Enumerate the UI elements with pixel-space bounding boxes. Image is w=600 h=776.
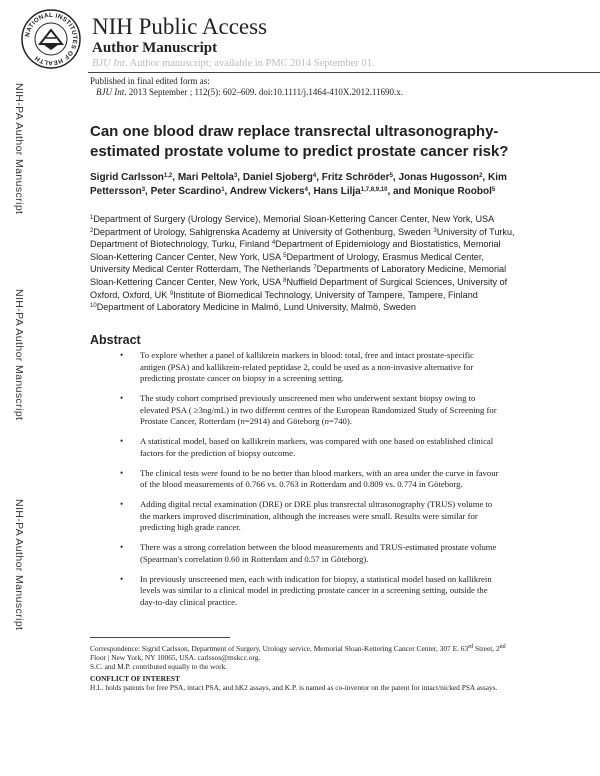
affiliation: [90, 302, 416, 312]
nih-public-access-title: NIH Public Access: [92, 14, 268, 39]
affiliation: [90, 227, 431, 237]
author-manuscript-label: Author Manuscript: [92, 40, 218, 56]
eagle-icon: [40, 30, 62, 50]
correspondence: [90, 644, 510, 662]
author-affiliation-sup: 5: [389, 173, 393, 179]
correspondence-text: Street, 2: [473, 644, 500, 653]
author-affiliation-sup: 4: [304, 187, 308, 193]
nih-logo: [20, 8, 82, 70]
footnote-divider: [90, 637, 230, 638]
author-name: Peter Scardino: [150, 186, 222, 197]
journal-availability-text: . Author manuscript; available in PMC 2014 September 01.: [124, 58, 375, 69]
author: [398, 172, 482, 183]
abstract-bullets: [90, 350, 500, 617]
author: [90, 172, 172, 183]
affiliation-sup: 9: [169, 290, 174, 297]
author-affiliation-sup: 1: [221, 187, 225, 193]
abstract-bullet: • The study cohort comprised previously unscreened men who underwent sextant biopsy owing to elevated PSA ( ≥3ng/mL) in two different centres of the European Randomized Study of Screening for Prostate Cancer, Rotterdam (n=2914) and Göteborg (n=740).: [90, 393, 500, 428]
correspondence-sup: rd: [468, 644, 474, 650]
conflict-of-interest-text: H.L. holds patents for free PSA, intact PSA, and hK2 assays, and K.P. is named as co-inventor on the patent for intact/nicked PSA assays.: [90, 682, 498, 692]
author-affiliation-sup: 3: [141, 187, 146, 193]
author-name: Sigrid Carlsson: [90, 172, 164, 183]
author: [151, 186, 225, 197]
affiliation-text: Institute of Biomedical Technology, University of Tampere, Tampere, Finland: [173, 289, 478, 300]
affiliation-sup: 1: [90, 215, 94, 221]
header-divider: [88, 72, 600, 73]
author-affiliation-sup: 4: [312, 173, 317, 179]
journal-name: BJU Int: [92, 58, 125, 69]
correspondence-sup: nd: [499, 644, 506, 650]
author-name: Fritz Schröder: [321, 172, 390, 183]
affiliation: [90, 214, 494, 224]
affiliation-sup: 3: [433, 227, 437, 234]
affiliation-text: Departments of Laboratory Medicine, Memorial Sloan-Kettering Cancer Center, New York, USA: [90, 264, 507, 287]
author-name: Monique Roobol: [413, 186, 492, 197]
affiliation-sup: 7: [313, 265, 317, 272]
abstract-bullet: • There was a strong correlation between the blood measurements and TRUS-estimated prostate volume (Spearman's correlation 0.60 in Rotterdam and 0.57 in Göteborg).: [90, 542, 500, 565]
author: [230, 186, 308, 197]
affiliation-sup: 8: [283, 277, 287, 284]
author-name: Kim Pettersson: [90, 172, 507, 197]
author-affiliation-sup: 1,2: [163, 173, 173, 179]
author-affiliation-sup: 2: [479, 173, 483, 179]
abstract-bullet: • Adding digital rectal examination (DRE) or DRE plus transrectal ultrasonography (TRUS) volume to the markers improved discrimination, although the increases were small. Results were similar for predicting high grade cancer.: [90, 499, 500, 534]
affiliation-text: Nuffield Department of Surgical Sciences, University of Oxford, Oxford, UK: [90, 276, 508, 300]
citation: [96, 87, 403, 98]
abstract-bullet: • In previously unscreened men, each with indication for biopsy, a statistical model based on kallikrein levels was similar to a clinical model in predicting prostate cancer in a screening setting, outside the day-to-day clinical practice.: [90, 574, 500, 609]
logo-ring-text: NATIONAL INSTITUTES OF HEALTH: [24, 11, 79, 67]
abstract-bullet: • A statistical model, based on kallikrein markers, was compared with one based on established clinical factors for the prediction of biopsy outcome.: [90, 436, 500, 459]
author-affiliation-sup: 3: [233, 173, 238, 179]
journal-availability: [92, 58, 375, 69]
abstract-heading: Abstract: [90, 333, 141, 347]
abstract-bullet: • To explore whether a panel of kallikrein markers in blood: total, free and intact prostate-specific antigen (PSA) and kallikrein-related peptidase 2, could be used as a non-invasive alternative for predicting prostate cancer on biopsy in a screening setting.: [90, 350, 500, 385]
author-list: Sigrid Carlsson$^{1,2}$, Mari Peltola$^3$, Daniel Sjoberg$^4$, Fritz Schröder$^5$, Jonas Hugosson$^2$, Kim Pettersson$^3$, Peter Scardino$^1$, Andrew Vickers$^4$, Hans Lilja$^{1,7,8,9,10}$, and Monique Roobol$^5$: [90, 172, 507, 197]
affiliations: [90, 213, 515, 314]
citation-journal: BJU Int: [96, 87, 125, 97]
author-name: Hans Lilja: [313, 186, 361, 197]
affiliation-text: Department of Epidemiology and Biostatistics, Memorial Sloan-Kettering Cancer Center, New York, USA: [90, 239, 501, 262]
citation-details: . 2013 September ; 112(5): 602–609. doi:10.1111/j.1464-410X.2012.11690.x.: [124, 87, 404, 97]
affiliation-sup: 10: [90, 303, 97, 310]
affiliation-text: Department of Surgery (Urology Service), Memorial Sloan-Kettering Cancer Center, New York, USA: [93, 214, 494, 224]
published-label: Published in final edited form as:: [90, 76, 210, 86]
author: [414, 186, 496, 197]
author: [243, 172, 316, 183]
correspondence-text: Correspondence: Sigrid Carlsson, Department of Surgery, Urology service, Memorial Sloan-Kettering Cancer Center, 307 E. 63: [90, 644, 469, 653]
affiliation-text: Department of Urology, Sahlgrenska Academy at University of Gothenburg, Sweden: [93, 226, 431, 237]
side-watermark: NIH-PA Author Manuscript: [13, 83, 25, 215]
affiliation: [170, 290, 478, 300]
author-name: Mari Peltola: [177, 172, 234, 183]
affiliation-sup: 4: [271, 240, 276, 247]
author-affiliation-sup: 5: [491, 187, 496, 193]
affiliation-sup: 5: [283, 252, 287, 259]
side-watermark: NIH-PA Author Manuscript: [13, 289, 25, 421]
side-watermark: NIH-PA Author Manuscript: [13, 499, 25, 631]
abstract-bullet: • The clinical tests were found to be no better than blood markers, with an area under the curve in favour of the blood measurements of 0.766 vs. 0.763 in Rotterdam and 0.809 vs. 0.774 in Göteborg.: [90, 468, 500, 491]
author-name: Daniel Sjoberg: [242, 172, 313, 183]
author-name: Jonas Hugosson: [398, 172, 480, 183]
author: [178, 172, 237, 183]
author-affiliation-sup: 1,7,8,9,10: [360, 187, 388, 193]
svg-text:NATIONAL INSTITUTES OF HEALTH: [24, 12, 78, 66]
footnotes: [90, 644, 510, 692]
author: [322, 172, 393, 183]
affiliation-sup: 2: [90, 227, 94, 234]
contribution-note: S.C. and M.P. contributed equally to the work.: [90, 662, 228, 672]
article-title: Can one blood draw replace transrectal ultrasonography-estimated prostate volume to predict prostate cancer risk?: [90, 123, 509, 160]
author: [313, 186, 387, 197]
affiliation-text: University of Turku, Department of Biotechnology, Turku, Finland: [90, 226, 515, 250]
affiliation-text: Department of Urology, Erasmus Medical Center, University Medical Center Rotterdam, The Netherlands: [90, 251, 484, 275]
correspondence-text: Floor | New York, NY 10065, USA. carlssos@mskcc.org.: [90, 653, 261, 663]
affiliation-text: Department of Laboratory Medicine in Malmö, Lund University, Malmö, Sweden: [96, 302, 416, 313]
conflict-of-interest-heading: CONFLICT OF INTEREST: [90, 673, 180, 683]
author-name: Andrew Vickers: [229, 186, 305, 197]
